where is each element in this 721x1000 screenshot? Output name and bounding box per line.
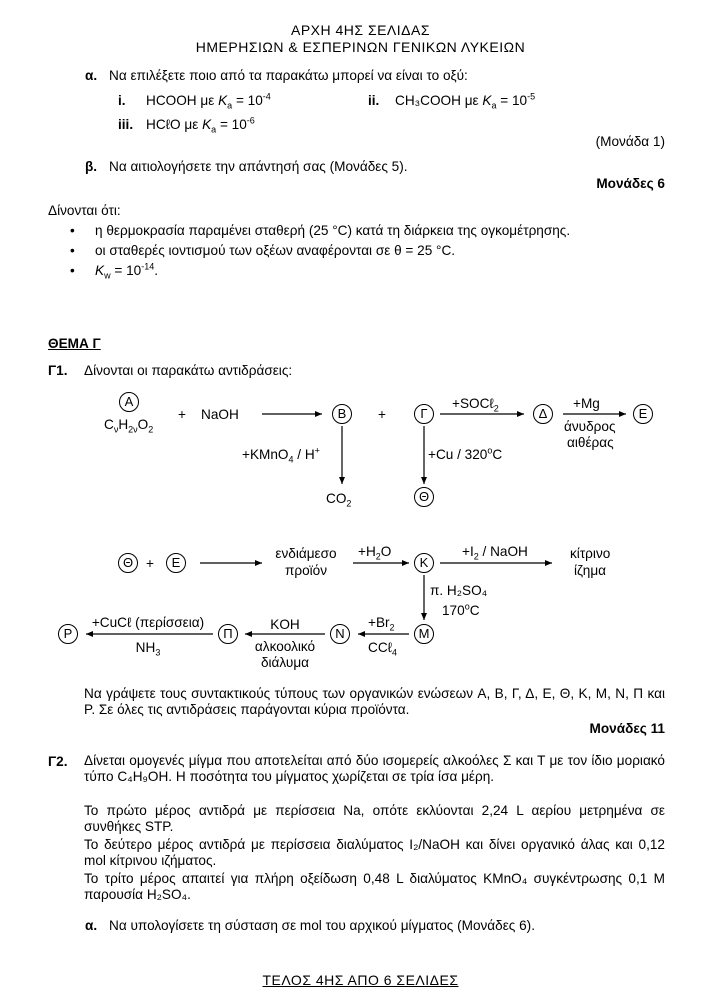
g1-intro: Δίνονται οι παρακάτω αντιδράσεις:: [84, 363, 293, 378]
reagent-br2: $+Br_2$: [368, 615, 395, 633]
option-iii-label: iii.: [118, 117, 134, 132]
g2-paragraph-1: Δίνεται ομογενές μίγμα που αποτελείται από δύο ισομερείς αλκοόλες Σ και Τ με τον ίδιο μοριακό τύπο C₄H₉OH. Η ποσότητα του μίγματος χωρίζεται σε τρία ίσα μέρη.: [84, 753, 665, 785]
formula-a: $C_\nu H_{2\nu}O_2$: [104, 417, 154, 435]
anhydrous-label: άνυδρος: [564, 419, 616, 434]
g1-units: Μονάδες 11: [589, 721, 665, 736]
q-b-text: Να αιτιολογήσετε την απάντησή σας (Μονάδες 5).: [109, 159, 408, 174]
compound-th-circle: Θ: [414, 487, 434, 507]
g1-task: Να γράψετε τους συντακτικούς τύπους των οργανικών ενώσεων A, B, Γ, Δ, Ε, Θ, K, M, N, Π και P. Σε όλες τις αντιδράσεις παράγονται κύρια προϊόντα.: [84, 686, 665, 718]
reagent-h2o: $+H_2O$: [358, 544, 392, 562]
given-bullet-3: $K_w = 10^{-14}$.: [95, 261, 158, 281]
intermediate-label-2: προϊόν: [284, 563, 328, 578]
g2-label: Γ2.: [48, 754, 68, 769]
reagent-kmno4: +KMnO$_4$ / H+: [242, 445, 320, 465]
q-b-label: β.: [85, 159, 98, 174]
page-footer: ΤΕΛΟΣ 4ΗΣ ΑΠΟ 6 ΣΕΛΙΔΕΣ: [262, 972, 459, 988]
compound-g-circle: Γ: [414, 404, 434, 424]
bullet-icon: •: [70, 223, 75, 238]
reagent-mg: +Mg: [573, 396, 600, 411]
compound-b-circle: B: [332, 404, 352, 424]
plus-sign: +: [178, 407, 186, 422]
yellow-label-1: κίτρινο: [570, 546, 611, 561]
reagent-naoh: NaOH: [201, 407, 239, 422]
reagent-i2-naoh: $+I_2$ / NaOH: [462, 544, 528, 562]
solvent-ccl4: CCℓ$_4$: [368, 640, 398, 658]
page-header-line2: ΗΜΕΡΗΣΙΩΝ & ΕΣΠΕΡΙΝΩΝ ΓΕΝΙΚΩΝ ΛΥΚΕΙΩΝ: [195, 39, 526, 55]
q-a-text: Να επιλέξετε ποιο από τα παρακάτω μπορεί να είναι το οξύ:: [109, 68, 468, 83]
q-a-units: (Μονάδα 1): [595, 134, 665, 149]
compound-e-circle: Ε: [166, 553, 186, 573]
g2-paragraph-4: Το τρίτο μέρος απαιτεί για πλήρη οξείδωση 0,48 L διαλύματος KMnO₄ συγκέντρωσης 0,1 M παρουσία H₂SO₄.: [84, 871, 665, 903]
g2-q-text: Να υπολογίσετε τη σύσταση σε mol του αρχικού μίγματος (Μονάδες 6).: [109, 918, 535, 933]
compound-n-circle: N: [330, 624, 350, 644]
g2-paragraph-2: Το πρώτο μέρος αντιδρά με περίσσεια Na, οπότε εκλύονται 2,24 L αερίου μετρημένα σε συνθήκες STP.: [84, 803, 665, 835]
reagent-socl2: +SOCℓ$_2$: [452, 396, 499, 414]
compound-d-circle: Δ: [533, 404, 553, 424]
intermediate-label-1: ενδιάμεσο: [275, 546, 337, 561]
reagent-h2so4: π. H₂SO₄: [430, 583, 488, 598]
reaction-temperature: 170$^o$C: [442, 601, 480, 618]
compound-a-circle: A: [119, 392, 139, 412]
ether-label: αιθέρας: [567, 435, 614, 450]
option-i: HCOOH με $K_a = 10^{-4}$: [146, 91, 271, 111]
compound-e-circle: Ε: [633, 404, 653, 424]
given-intro: Δίνονται ότι:: [48, 203, 121, 218]
theme-title: ΘΕΜΑ Γ: [48, 336, 101, 351]
compound-th-circle: Θ: [118, 553, 138, 573]
q-a-label: α.: [85, 68, 98, 83]
alcoholic-label: αλκοολικό: [254, 639, 316, 654]
g2-paragraph-3: Το δεύτερο μέρος αντιδρά με περίσσεια διαλύματος I₂/NaOH και δίνει οργανικό άλας και 0,12 mol κίτρινου ιζήματος.: [84, 837, 665, 869]
plus-sign: +: [146, 556, 154, 571]
reagent-cu: +Cu / 320$^o$C: [428, 445, 503, 462]
bullet-icon: •: [70, 243, 75, 258]
given-bullet-1: η θερμοκρασία παραμένει σταθερή (25 °C) κατά τη διάρκεια της ογκομέτρησης.: [95, 223, 571, 238]
reagent-cucl: +CuCℓ (περίσσεια): [91, 615, 205, 630]
reagent-nh3: $NH_3$: [135, 640, 161, 658]
page-header-line1: ΑΡΧΗ 4ΗΣ ΣΕΛΙΔΑΣ: [290, 22, 431, 38]
g2-q-label: α.: [85, 918, 98, 933]
compound-pi-circle: Π: [218, 624, 238, 644]
g1-label: Γ1.: [48, 363, 68, 378]
option-ii: CH₃COOH με $K_a = 10^{-5}$: [395, 91, 536, 111]
compound-k-circle: K: [414, 553, 434, 573]
solution-label: διάλυμα: [260, 655, 310, 670]
product-co2: $CO_2$: [326, 491, 352, 509]
compound-m-circle: M: [414, 624, 434, 644]
reagent-koh: KOH: [270, 617, 300, 632]
compound-r-circle: P: [58, 624, 78, 644]
yellow-label-2: ίζημα: [574, 563, 607, 578]
plus-sign: +: [378, 407, 386, 422]
option-iii: HCℓO με $K_a = 10^{-6}$: [146, 115, 255, 135]
option-ii-label: ii.: [368, 93, 380, 108]
q-b-units: Μονάδες 6: [596, 176, 665, 191]
option-i-label: i.: [118, 93, 126, 108]
bullet-icon: •: [70, 263, 75, 278]
given-bullet-2: οι σταθερές ιοντισμού των οξέων αναφέρονται σε θ = 25 °C.: [95, 243, 456, 258]
